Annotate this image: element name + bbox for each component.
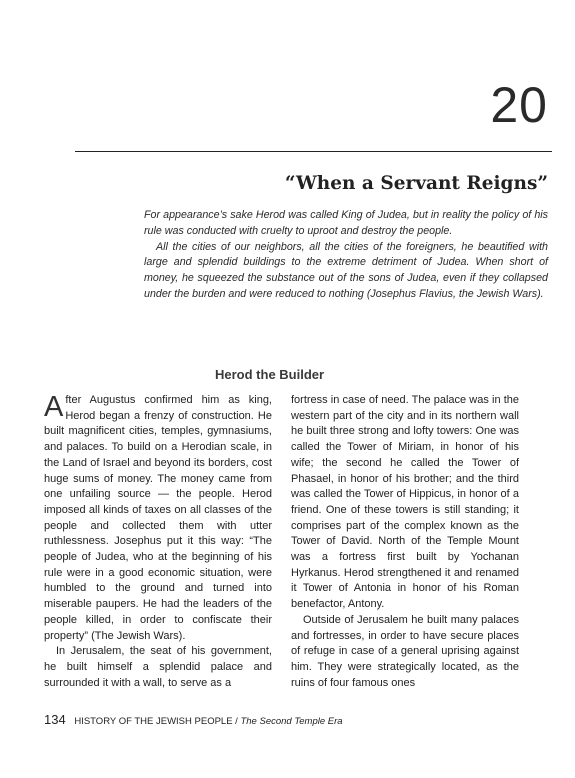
body-text: fter Augustus confirmed him as king, Herod began a frenzy of construction. He built magnificent cities, temples, gymnasiums, and palaces. To build on a Herodian scale, in the Land of Israel and beyond its borders, cost huge sums of money. The money came from one unfailing source — the people. Herod imposed all kinds of taxes on all classes of the people and collected them with utter ruthlessness. Josephus put it this way: “The people of Judea, who at the beginning of his rule were in a good economic situation, were humbled to the ground and turned into miserable paupers. He had the leaders of the people killed, in order to confiscate their property” (The Jewish Wars).	[44, 394, 272, 642]
section-heading: Herod the Builder	[215, 367, 325, 382]
body-column-left	[44, 393, 272, 691]
body-paragraph: fortress in case of need. The palace was in the western part of the city and in its northern wall he built three strong and lofty towers: One was called the Tower of Miriam, in honor of his wife; the second he called the Tower of Phasael, in honor of his brother; and the third was called the Tower of Hippicus, in honor of a friend. One of these towers is still standing; it comprises part of the complex known as the Tower of David. North of the Temple Mount was a fortress first built by Yochanan Hyrkanus. Herod strengthened it and renamed it Tower of Antonia in honor of his Roman benefactor, Antony.	[291, 394, 519, 611]
chapter-title: “When a Servant Reigns”	[284, 173, 548, 194]
header-rule	[75, 151, 552, 152]
body-paragraph: In Jerusalem, the seat of his government, he built himself a splendid palace and surrounded it with a wall, to serve as a	[44, 645, 272, 689]
body-paragraph	[44, 393, 272, 644]
body-column-right	[291, 393, 519, 691]
epigraph-paragraph: For appearance’s sake Herod was called King of Judea, but in reality the policy of his rule was conducted with cruelty to uproot and destroy the people.	[144, 209, 548, 237]
epigraph-paragraph: All the cities of our neighbors, all the cities of the foreigners, he beautified with large and splendid buildings to the extreme detriment of Judea. When short of money, he squeezed the substance out of the sons of Judea, even if they collapsed under the burden and were reduced to nothing (Josephus Flavius, the Jewish Wars).	[144, 240, 548, 300]
running-subtitle: The Second Temple Era	[240, 716, 343, 727]
body-paragraph: Outside of Jerusalem he built many palaces and fortresses, in order to have secure places of refuge in case of a general uprising against him. They were strategically located, as the ruins of four famous ones	[291, 613, 519, 689]
epigraph	[144, 208, 548, 303]
page-footer	[44, 712, 343, 727]
page-number: 134	[44, 712, 66, 727]
drop-cap: A	[44, 391, 64, 423]
running-title: HISTORY OF THE JEWISH PEOPLE /	[74, 716, 238, 727]
chapter-number: 20	[490, 77, 548, 133]
